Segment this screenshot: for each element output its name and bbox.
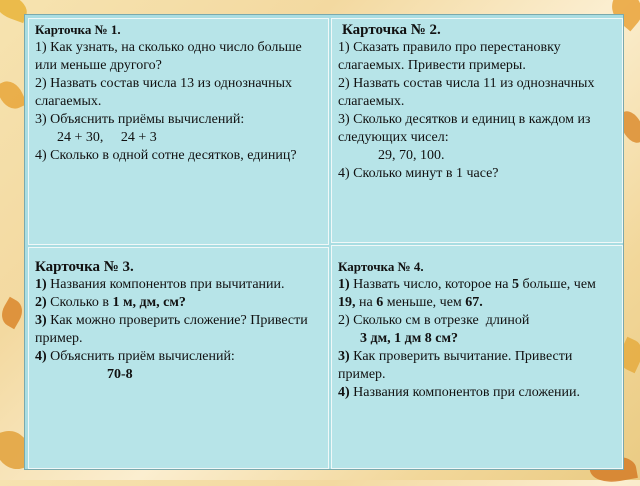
card-3-question-4-number: 4) xyxy=(35,349,47,364)
card-4-question-1-text-b: больше, чем xyxy=(522,277,596,292)
card-3-question-2-units: 1 м, дм, см? xyxy=(112,295,186,310)
card-4-question-1-text-c: на xyxy=(359,295,373,310)
card-4-question-4 xyxy=(338,384,616,402)
card-1-question-4: 4) Сколько в одной сотне десятков, единиц? xyxy=(35,148,297,163)
card-4-question-1-number: 1) xyxy=(338,277,350,292)
card-3-question-1-text: Названия компонентов при вычитании. xyxy=(50,277,285,292)
card-3-question-3 xyxy=(35,312,322,348)
card-4-length-values: 3 дм, 1 дм 8 см? xyxy=(360,331,458,346)
card-1-question-2: 2) Назвать состав числа 13 из однозначных слагаемых. xyxy=(35,76,292,109)
card-4 xyxy=(331,245,623,469)
card-4-question-3 xyxy=(338,348,616,384)
card-3-title: Карточка № 3. xyxy=(35,259,134,275)
card-3-question-4 xyxy=(35,348,322,366)
card-3-question-2-number: 2) xyxy=(35,295,47,310)
card-3-question-2 xyxy=(35,294,322,312)
card-3-question-1 xyxy=(35,276,322,294)
card-4-question-1-text-a: Назвать число, которое на xyxy=(353,277,509,292)
card-4-question-4-number: 4) xyxy=(338,385,350,400)
card-4-question-2-values xyxy=(338,330,616,348)
card-3-question-2-text: Сколько в xyxy=(50,295,109,310)
card-3-question-4-example xyxy=(35,366,322,384)
cards-table xyxy=(24,14,624,470)
card-4-question-1-text-d: меньше, чем xyxy=(386,295,462,310)
card-4-question-3-number: 3) xyxy=(338,349,350,364)
card-3-question-3-number: 3) xyxy=(35,313,47,328)
card-2-question-1: 1) Сказать правило про перестановку слагаемых. Привести примеры. xyxy=(338,40,561,73)
card-1-question-1: 1) Как узнать, на сколько одно число больше или меньше другого? xyxy=(35,40,302,73)
card-4-number-19: 19, xyxy=(338,295,356,310)
card-1-title: Карточка № 1. xyxy=(35,22,121,37)
card-4-question-2: 2) Сколько см в отрезке длиной xyxy=(338,313,530,328)
card-4-question-1 xyxy=(338,276,616,312)
card-2-question-3: 3) Сколько десятков и единиц в каждом из следующих чисел: xyxy=(338,112,591,145)
card-3-question-4-text: Объяснить приём вычислений: xyxy=(50,349,235,364)
card-3 xyxy=(28,247,329,469)
card-3-question-1-number: 1) xyxy=(35,277,47,292)
card-1 xyxy=(28,18,329,245)
card-1-question-3: 3) Объяснить приёмы вычислений: xyxy=(35,112,245,127)
card-4-question-3-text: Как проверить вычитание. Привести пример. xyxy=(338,349,573,382)
card-2-question-2: 2) Назвать состав числа 11 из однозначных слагаемых. xyxy=(338,76,595,109)
card-2-title: Карточка № 2. xyxy=(342,22,441,38)
card-4-title: Карточка № 4. xyxy=(338,259,424,274)
card-4-number-67: 67. xyxy=(465,295,483,310)
card-3-question-3-text: Как можно проверить сложение? Привести пример. xyxy=(35,313,308,346)
card-1-question-3-examples: 24 + 30, 24 + 3 xyxy=(57,130,157,145)
card-2 xyxy=(331,18,623,243)
card-4-number-5: 5 xyxy=(511,277,519,292)
card-3-example-expression: 70-8 xyxy=(107,367,133,382)
card-4-number-6: 6 xyxy=(376,295,384,310)
card-2-question-4: 4) Сколько минут в 1 часе? xyxy=(338,166,499,181)
card-2-question-3-numbers: 29, 70, 100. xyxy=(378,148,445,163)
card-4-question-4-text: Названия компонентов при сложении. xyxy=(353,385,581,400)
